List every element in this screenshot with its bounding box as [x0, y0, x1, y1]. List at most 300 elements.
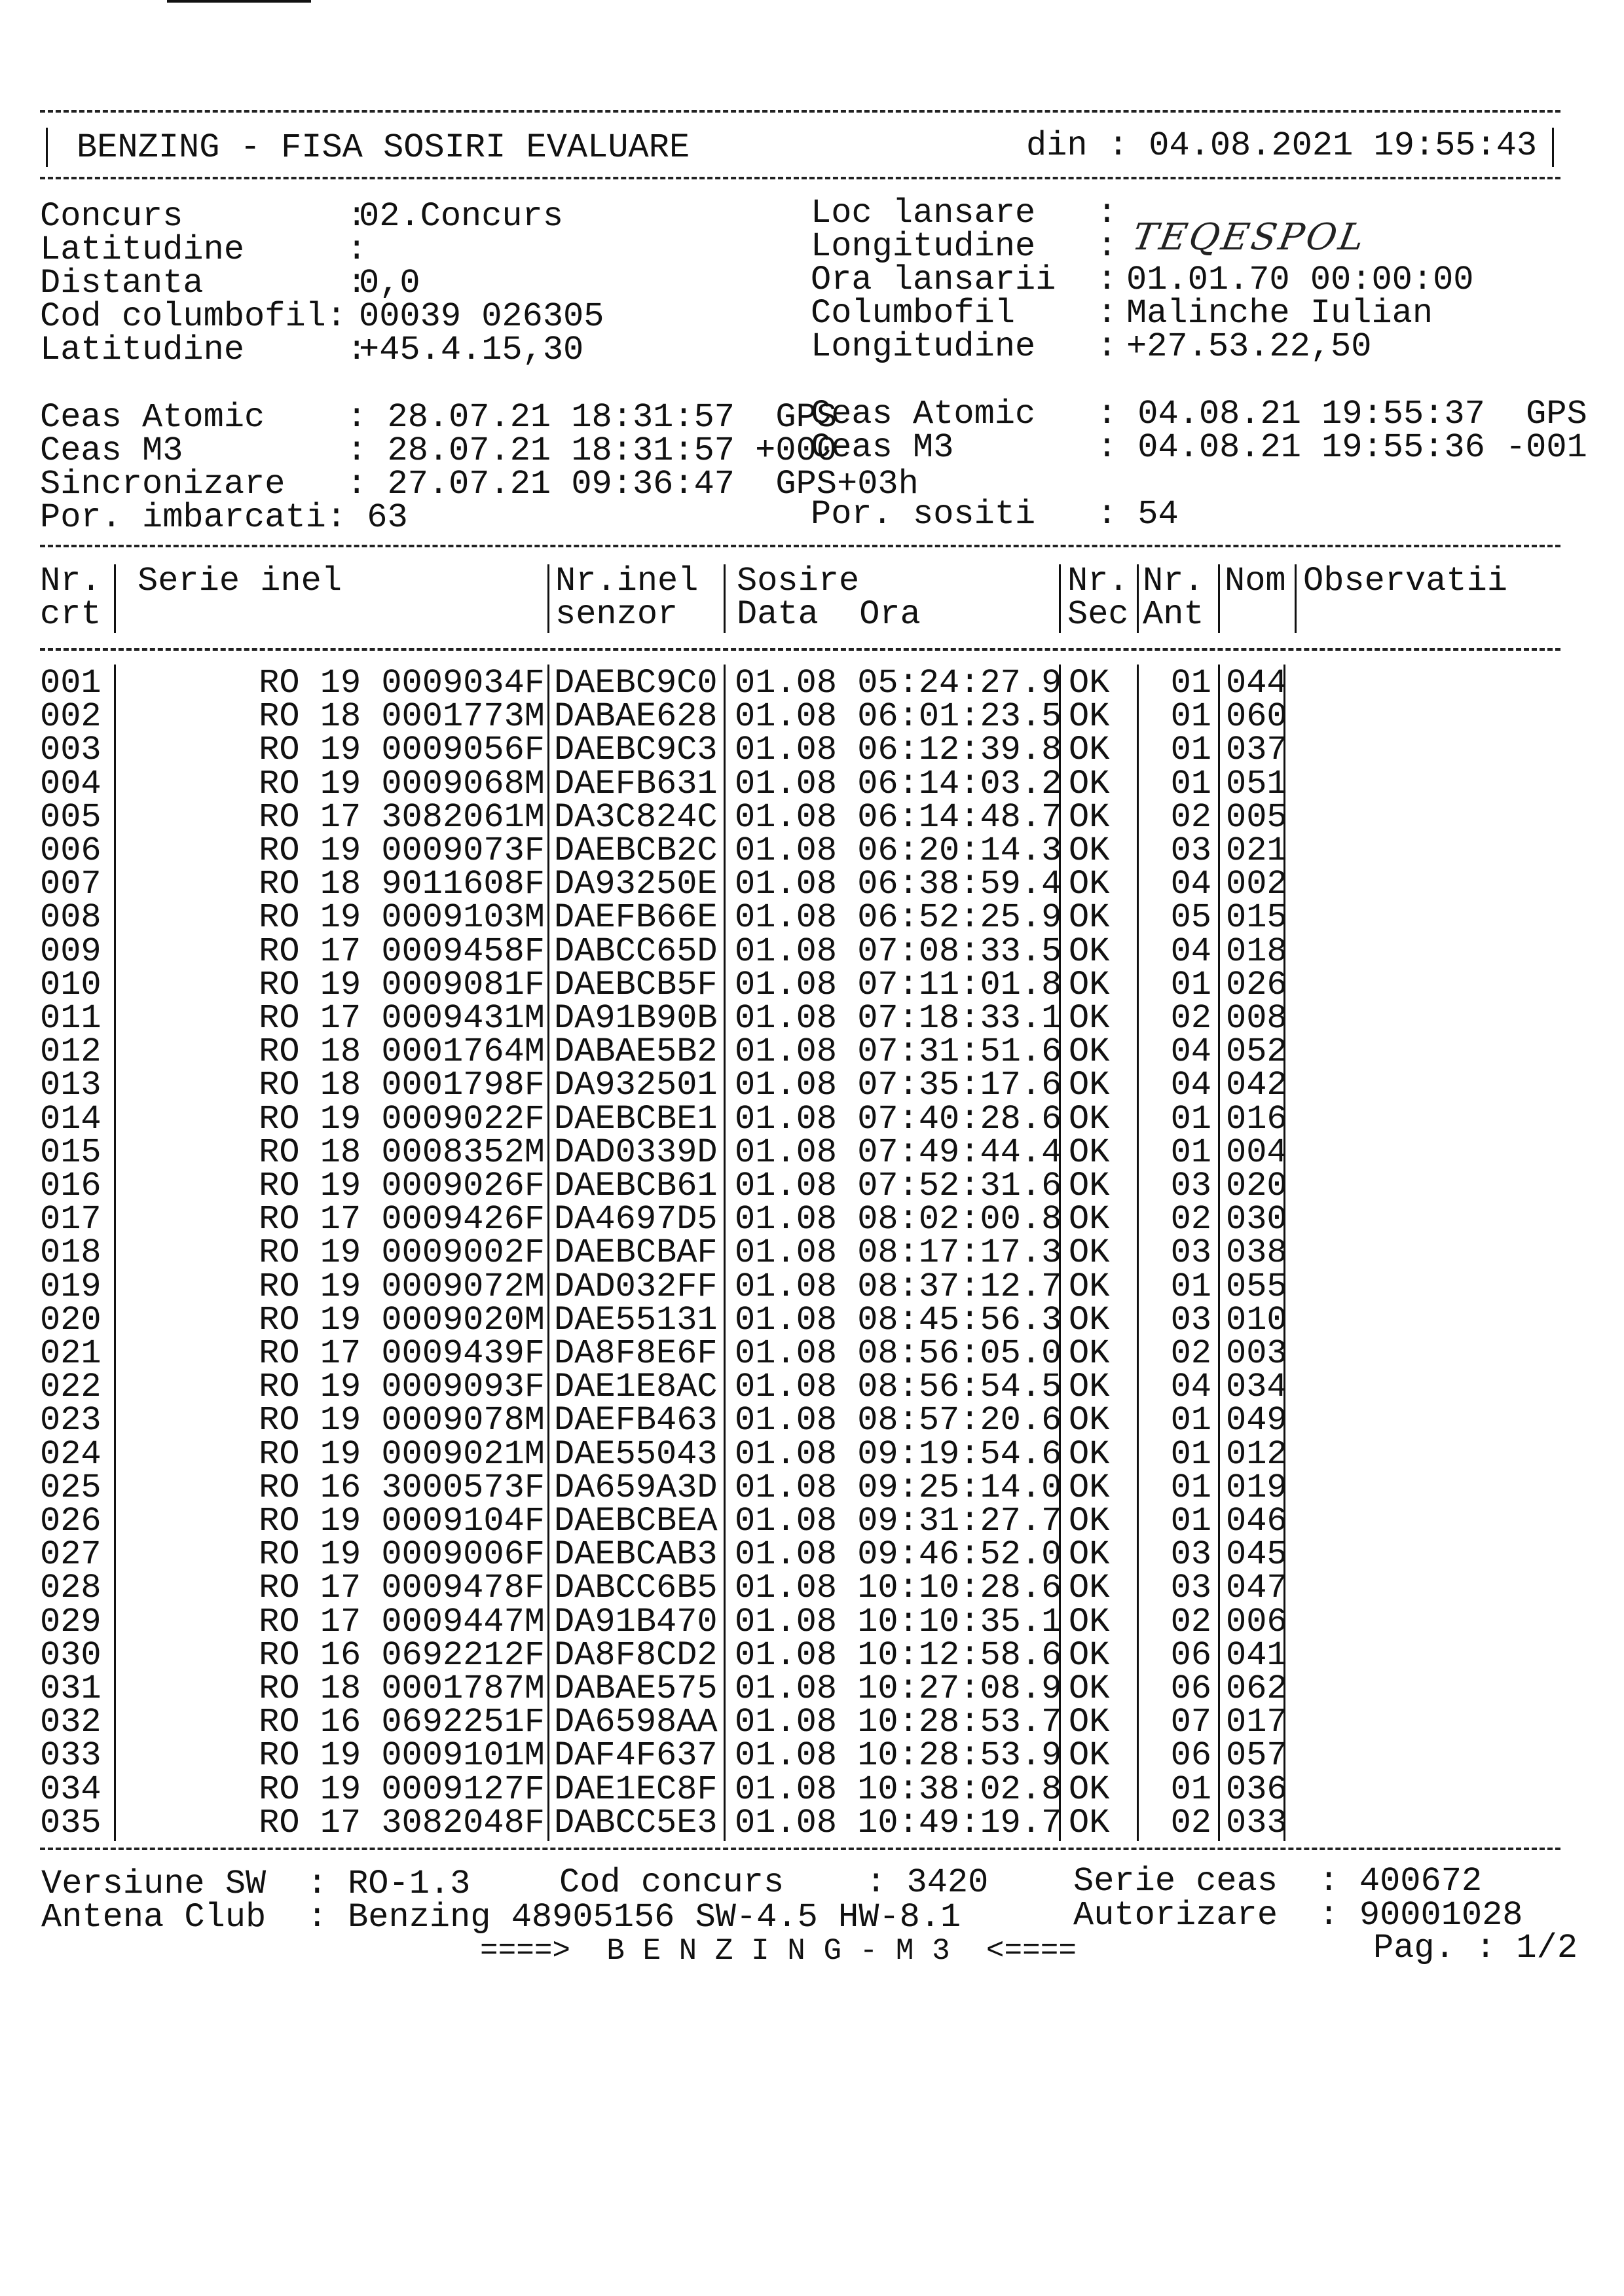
arrival-datetime: 01.08 06:14:48.7 — [735, 797, 1062, 837]
ring-series: RO 19 0009078M — [259, 1401, 545, 1440]
nomination: 049 — [1226, 1401, 1287, 1440]
column-header: Sosire — [737, 562, 860, 600]
antenna-number: 04 — [1170, 1066, 1211, 1105]
table-row — [0, 1569, 1624, 1608]
table-row — [0, 797, 1624, 837]
nomination: 008 — [1226, 999, 1287, 1038]
clock-right: Ceas M3 : 04.08.21 19:55:36 -001 — [811, 428, 1587, 467]
arrival-datetime: 01.08 07:11:01.8 — [735, 965, 1062, 1004]
ring-series: RO 17 0009431M — [259, 999, 545, 1038]
arrival-datetime: 01.08 10:28:53.7 — [735, 1703, 1062, 1742]
column-divider — [1137, 564, 1139, 633]
sensor-ring: DAEBC9C0 — [554, 664, 718, 702]
row-number: 030 — [40, 1635, 101, 1675]
arrival-datetime: 01.08 07:35:17.6 — [735, 1066, 1062, 1105]
nomination: 017 — [1226, 1703, 1287, 1742]
info-label: Latitudine : — [40, 230, 367, 269]
sensor-ring: DAEBCB2C — [554, 831, 718, 870]
security-status: OK — [1069, 1066, 1110, 1105]
ring-series: RO 19 0009101M — [259, 1736, 545, 1776]
column-header: senzor — [555, 595, 678, 634]
nomination: 030 — [1226, 1200, 1287, 1239]
row-number: 010 — [40, 965, 101, 1004]
security-status: OK — [1069, 1334, 1110, 1373]
arrival-datetime: 01.08 08:57:20.6 — [735, 1401, 1062, 1440]
table-row — [0, 764, 1624, 803]
info-label: Latitudine : — [40, 331, 367, 369]
column-divider — [724, 564, 726, 633]
arrival-datetime: 01.08 10:27:08.9 — [735, 1669, 1062, 1708]
security-status: OK — [1069, 865, 1110, 904]
arrival-datetime: 01.08 07:40:28.6 — [735, 1099, 1062, 1139]
column-header: Serie inel — [138, 562, 342, 600]
clock-left: Sincronizare : 27.07.21 09:36:47 GPS+03h — [40, 465, 919, 503]
nomination: 006 — [1226, 1602, 1287, 1641]
sensor-ring: DA6598AA — [554, 1703, 718, 1742]
column-divider — [547, 564, 549, 633]
table-row — [0, 1300, 1624, 1339]
antenna-number: 03 — [1170, 1535, 1211, 1575]
scan-mark — [167, 0, 311, 3]
row-number: 016 — [40, 1167, 101, 1205]
ring-series: RO 17 3082061M — [259, 797, 545, 837]
row-number: 023 — [40, 1401, 101, 1440]
sensor-ring: DABAE575 — [554, 1669, 718, 1708]
antenna-number: 05 — [1170, 898, 1211, 938]
software-version: Versiune SW : RO-1.3 — [41, 1865, 471, 1903]
ring-series: RO 19 0009093F — [259, 1368, 545, 1407]
clock-right: Ceas Atomic : 04.08.21 19:55:37 GPS — [811, 395, 1587, 433]
nomination: 018 — [1226, 932, 1287, 971]
row-number: 001 — [40, 664, 101, 702]
print-datetime: din : 04.08.2021 19:55:43 — [1026, 126, 1538, 165]
row-number: 006 — [40, 831, 101, 870]
security-status: OK — [1069, 1803, 1110, 1842]
antenna-number: 01 — [1170, 697, 1211, 737]
info-value: Malinche Iulian — [1126, 294, 1433, 333]
security-status: OK — [1069, 797, 1110, 837]
antenna-number: 01 — [1170, 1770, 1211, 1809]
arrival-datetime: 01.08 10:38:02.8 — [735, 1770, 1062, 1809]
arrival-datetime: 01.08 10:28:53.9 — [735, 1736, 1062, 1776]
table-row — [0, 1334, 1624, 1373]
table-row — [0, 865, 1624, 904]
sensor-ring: DA8F8E6F — [554, 1334, 718, 1373]
antenna-number: 01 — [1170, 1401, 1211, 1440]
security-status: OK — [1069, 1535, 1110, 1575]
table-row — [0, 1635, 1624, 1675]
sensor-ring: DAEBCBEA — [554, 1502, 718, 1540]
column-header: Nr. — [1067, 562, 1129, 600]
ring-series: RO 18 0008352M — [259, 1133, 545, 1172]
info-label: Distanta : — [40, 264, 367, 302]
row-number: 018 — [40, 1233, 101, 1273]
antenna-number: 02 — [1170, 999, 1211, 1038]
divider — [40, 545, 1560, 547]
sensor-ring: DA4697D5 — [554, 1200, 718, 1239]
security-status: OK — [1069, 831, 1110, 870]
table-row — [0, 1267, 1624, 1306]
table-row — [0, 1736, 1624, 1776]
sensor-ring: DAEBCAB3 — [554, 1535, 718, 1575]
ring-series: RO 19 0009034F — [259, 664, 545, 702]
security-status: OK — [1069, 1267, 1110, 1306]
ring-series: RO 19 0009026F — [259, 1167, 545, 1205]
nomination: 047 — [1226, 1569, 1287, 1608]
nomination: 002 — [1226, 865, 1287, 904]
security-status: OK — [1069, 1502, 1110, 1540]
ring-series: RO 18 9011608F — [259, 865, 545, 904]
antenna-number: 01 — [1170, 1267, 1211, 1306]
nomination: 052 — [1226, 1032, 1287, 1072]
arrival-datetime: 01.08 09:31:27.7 — [735, 1502, 1062, 1540]
security-status: OK — [1069, 1770, 1110, 1809]
row-number: 034 — [40, 1770, 101, 1809]
column-header: Nr. — [40, 562, 101, 600]
table-row — [0, 1770, 1624, 1809]
arrival-datetime: 01.08 06:14:03.2 — [735, 764, 1062, 803]
ring-series: RO 19 0009006F — [259, 1535, 545, 1575]
row-number: 029 — [40, 1602, 101, 1641]
sensor-ring: DABCC5E3 — [554, 1803, 718, 1842]
security-status: OK — [1069, 1468, 1110, 1507]
antenna-number: 01 — [1170, 1099, 1211, 1139]
table-row — [0, 1368, 1624, 1407]
antenna-number: 01 — [1170, 1434, 1211, 1474]
row-number: 013 — [40, 1066, 101, 1105]
row-number: 012 — [40, 1032, 101, 1072]
info-label: Longitudine : — [811, 327, 1118, 366]
footer-banner: ====> B E N Z I N G - M 3 <==== — [480, 1934, 1077, 1968]
row-number: 035 — [40, 1803, 101, 1842]
sensor-ring: DA91B470 — [554, 1602, 718, 1641]
table-row — [0, 1066, 1624, 1105]
ring-series: RO 19 0009104F — [259, 1502, 545, 1540]
ring-series: RO 17 0009458F — [259, 932, 545, 971]
sensor-ring: DAEBCBE1 — [554, 1099, 718, 1139]
title-border-left — [46, 128, 48, 167]
arrival-datetime: 01.08 08:56:05.0 — [735, 1334, 1062, 1373]
sensor-ring: DAE1E8AC — [554, 1368, 718, 1407]
row-number: 021 — [40, 1334, 101, 1373]
sensor-ring: DAE55131 — [554, 1300, 718, 1339]
row-number: 017 — [40, 1200, 101, 1239]
ring-series: RO 18 0001798F — [259, 1066, 545, 1105]
column-header: Nr. — [1143, 562, 1204, 600]
security-status: OK — [1069, 1434, 1110, 1474]
sensor-ring: DA932501 — [554, 1066, 718, 1105]
table-row — [0, 1468, 1624, 1507]
table-row — [0, 932, 1624, 971]
sensor-ring: DAEFB66E — [554, 898, 718, 938]
antenna-number: 07 — [1170, 1703, 1211, 1742]
antenna-number: 01 — [1170, 1502, 1211, 1540]
nomination: 005 — [1226, 797, 1287, 837]
column-header: Sec — [1067, 595, 1129, 634]
clock-left: Ceas M3 : 28.07.21 18:31:57 +000 — [40, 431, 837, 470]
info-label: Ora lansarii : — [811, 261, 1118, 299]
column-divider — [114, 564, 116, 633]
row-number: 031 — [40, 1669, 101, 1708]
info-label: Loc lansare : — [811, 194, 1118, 232]
contest-code: Cod concurs : 3420 — [559, 1863, 989, 1902]
nomination: 060 — [1226, 697, 1287, 737]
nomination: 037 — [1226, 731, 1287, 770]
ring-series: RO 19 0009073F — [259, 831, 545, 870]
antenna-number: 01 — [1170, 764, 1211, 803]
nomination: 046 — [1226, 1502, 1287, 1540]
sensor-ring: DAEBCB5F — [554, 965, 718, 1004]
security-status: OK — [1069, 1602, 1110, 1641]
column-header: Observatii — [1303, 562, 1508, 600]
ring-series: RO 19 0009022F — [259, 1099, 545, 1139]
ring-series: RO 19 0009002F — [259, 1233, 545, 1273]
table-row — [0, 1669, 1624, 1708]
sensor-ring: DAF4F637 — [554, 1736, 718, 1776]
sensor-ring: DAEFB631 — [554, 764, 718, 803]
table-row — [0, 1099, 1624, 1139]
ring-series: RO 19 0009068M — [259, 764, 545, 803]
ring-series: RO 16 0692251F — [259, 1703, 545, 1742]
arrival-datetime: 01.08 06:01:23.5 — [735, 697, 1062, 737]
row-number: 004 — [40, 764, 101, 803]
clock-left: Ceas Atomic : 28.07.21 18:31:57 GPS — [40, 398, 837, 437]
column-header: crt — [40, 595, 101, 634]
ring-series: RO 19 0009103M — [259, 898, 545, 938]
arrival-datetime: 01.08 06:52:25.9 — [735, 898, 1062, 938]
sensor-ring: DA659A3D — [554, 1468, 718, 1507]
nomination: 010 — [1226, 1300, 1287, 1339]
divider — [40, 110, 1560, 113]
row-number: 002 — [40, 697, 101, 737]
info-value: 02.Concurs — [359, 197, 564, 236]
nomination: 034 — [1226, 1368, 1287, 1407]
arrival-datetime: 01.08 06:38:59.4 — [735, 865, 1062, 904]
arrival-datetime: 01.08 07:31:51.6 — [735, 1032, 1062, 1072]
arrival-datetime: 01.08 10:12:58.6 — [735, 1635, 1062, 1675]
nomination: 057 — [1226, 1736, 1287, 1776]
ring-series: RO 16 3000573F — [259, 1468, 545, 1507]
table-row — [0, 1032, 1624, 1072]
security-status: OK — [1069, 764, 1110, 803]
row-number: 011 — [40, 999, 101, 1038]
security-status: OK — [1069, 1099, 1110, 1139]
ring-series: RO 17 3082048F — [259, 1803, 545, 1842]
column-divider — [1218, 564, 1220, 633]
row-number: 033 — [40, 1736, 101, 1776]
security-status: OK — [1069, 1167, 1110, 1205]
antenna-number: 03 — [1170, 831, 1211, 870]
row-number: 005 — [40, 797, 101, 837]
info-label: Longitudine : — [811, 227, 1118, 266]
security-status: OK — [1069, 731, 1110, 770]
ring-series: RO 17 0009439F — [259, 1334, 545, 1373]
table-row — [0, 1169, 1624, 1203]
security-status: OK — [1069, 1032, 1110, 1072]
ring-series: RO 18 0001787M — [259, 1669, 545, 1708]
sensor-ring: DABAE628 — [554, 697, 718, 737]
antenna-number: 01 — [1170, 664, 1211, 702]
row-number: 027 — [40, 1535, 101, 1575]
nomination: 019 — [1226, 1468, 1287, 1507]
title-border-right — [1552, 128, 1554, 167]
row-number: 020 — [40, 1300, 101, 1339]
sensor-ring: DABCC65D — [554, 932, 718, 971]
antenna-number: 01 — [1170, 731, 1211, 770]
table-row — [0, 1803, 1624, 1842]
antenna-number: 06 — [1170, 1635, 1211, 1675]
info-value: +45.4.15,30 — [359, 331, 584, 369]
clock-left: Por. imbarcati: 63 — [40, 498, 408, 537]
security-status: OK — [1069, 1736, 1110, 1776]
ring-series: RO 19 0009021M — [259, 1434, 545, 1474]
row-number: 019 — [40, 1267, 101, 1306]
column-divider — [1059, 564, 1061, 633]
row-number: 007 — [40, 865, 101, 904]
antenna-number: 01 — [1170, 1133, 1211, 1172]
column-header: Ant — [1143, 595, 1204, 634]
antenna-number: 02 — [1170, 797, 1211, 837]
nomination: 021 — [1226, 831, 1287, 870]
table-row — [0, 1133, 1624, 1172]
arrival-datetime: 01.08 08:02:00.8 — [735, 1200, 1062, 1239]
row-number: 028 — [40, 1569, 101, 1608]
security-status: OK — [1069, 1569, 1110, 1608]
arrival-datetime: 01.08 06:12:39.8 — [735, 731, 1062, 770]
divider — [40, 1848, 1560, 1850]
row-number: 026 — [40, 1502, 101, 1540]
table-row — [0, 898, 1624, 938]
arrival-datetime: 01.08 09:19:54.6 — [735, 1434, 1062, 1474]
security-status: OK — [1069, 965, 1110, 1004]
security-status: OK — [1069, 697, 1110, 737]
table-row — [0, 1401, 1624, 1440]
table-row — [0, 1233, 1624, 1273]
security-status: OK — [1069, 1200, 1110, 1239]
info-label: Columbofil : — [811, 294, 1118, 333]
security-status: OK — [1069, 1635, 1110, 1675]
divider — [40, 177, 1560, 179]
security-status: OK — [1069, 1300, 1110, 1339]
ring-series: RO 19 0009081F — [259, 965, 545, 1004]
row-number: 015 — [40, 1133, 101, 1172]
security-status: OK — [1069, 1368, 1110, 1407]
antenna-number: 01 — [1170, 965, 1211, 1004]
nomination: 041 — [1226, 1635, 1287, 1675]
nomination: 036 — [1226, 1770, 1287, 1809]
antenna-number: 02 — [1170, 1803, 1211, 1842]
clock-right: Por. sositi : 54 — [811, 495, 1179, 534]
sensor-ring: DAD032FF — [554, 1267, 718, 1306]
clock-serial: Serie ceas : 400672 — [1073, 1862, 1483, 1901]
row-number: 024 — [40, 1434, 101, 1474]
table-row — [0, 1200, 1624, 1239]
nomination: 042 — [1226, 1066, 1287, 1105]
table-row — [0, 731, 1624, 770]
arrival-datetime: 01.08 10:10:28.6 — [735, 1569, 1062, 1608]
sensor-ring: DA93250E — [554, 865, 718, 904]
table-row — [0, 1535, 1624, 1575]
arrival-datetime: 01.08 06:20:14.3 — [735, 831, 1062, 870]
table-row — [0, 965, 1624, 1004]
antenna-number: 03 — [1170, 1233, 1211, 1273]
sensor-ring: DA91B90B — [554, 999, 718, 1038]
antenna-number: 04 — [1170, 865, 1211, 904]
antenna-number: 02 — [1170, 1334, 1211, 1373]
ring-series: RO 18 0001764M — [259, 1032, 545, 1072]
arrival-datetime: 01.08 10:49:19.7 — [735, 1803, 1062, 1842]
ring-series: RO 17 0009478F — [259, 1569, 545, 1608]
row-number: 025 — [40, 1468, 101, 1507]
sensor-ring: DAD0339D — [554, 1133, 718, 1172]
security-status: OK — [1069, 1703, 1110, 1742]
table-row — [0, 1602, 1624, 1641]
nomination: 026 — [1226, 965, 1287, 1004]
ring-series: RO 19 0009127F — [259, 1770, 545, 1809]
antenna-number: 01 — [1170, 1468, 1211, 1507]
document-title: BENZING - FISA SOSIRI EVALUARE — [77, 128, 690, 167]
security-status: OK — [1069, 999, 1110, 1038]
arrival-datetime: 01.08 09:25:14.0 — [735, 1468, 1062, 1507]
table-row — [0, 1703, 1624, 1742]
nomination: 033 — [1226, 1803, 1287, 1842]
column-header: Nr.inel — [555, 562, 699, 600]
security-status: OK — [1069, 1233, 1110, 1273]
antenna-number: 06 — [1170, 1736, 1211, 1776]
antenna-number: 04 — [1170, 1032, 1211, 1072]
handwritten-release-location: TEQESPOL — [1129, 216, 1370, 259]
antenna-number: 06 — [1170, 1669, 1211, 1708]
ring-series: RO 16 0692212F — [259, 1635, 545, 1675]
sensor-ring: DABAE5B2 — [554, 1032, 718, 1072]
security-status: OK — [1069, 932, 1110, 971]
ring-series: RO 19 0009056F — [259, 731, 545, 770]
row-number: 022 — [40, 1368, 101, 1407]
antenna-number: 03 — [1170, 1300, 1211, 1339]
antenna-number: 02 — [1170, 1200, 1211, 1239]
info-label: Cod columbofil: — [40, 297, 347, 336]
nomination: 020 — [1226, 1167, 1287, 1205]
sensor-ring: DAEBCBAF — [554, 1233, 718, 1273]
info-value: 0,0 — [359, 264, 420, 302]
row-number: 009 — [40, 932, 101, 971]
nomination: 004 — [1226, 1133, 1287, 1172]
row-number: 008 — [40, 898, 101, 938]
row-number: 014 — [40, 1099, 101, 1139]
sensor-ring: DA3C824C — [554, 797, 718, 837]
row-number: 003 — [40, 731, 101, 770]
column-divider — [1295, 564, 1297, 633]
club-antenna: Antena Club : Benzing 48905156 SW-4.5 HW-8.1 — [41, 1898, 961, 1937]
ring-series: RO 17 0009426F — [259, 1200, 545, 1239]
sensor-ring: DAEBC9C3 — [554, 731, 718, 770]
info-label: Concurs : — [40, 197, 367, 236]
info-value: 01.01.70 00:00:00 — [1126, 261, 1474, 299]
security-status: OK — [1069, 664, 1110, 702]
arrival-datetime: 01.08 08:37:12.7 — [735, 1267, 1062, 1306]
nomination: 012 — [1226, 1434, 1287, 1474]
security-status: OK — [1069, 898, 1110, 938]
sensor-ring: DAEFB463 — [554, 1401, 718, 1440]
authorization: Autorizare : 90001028 — [1073, 1896, 1523, 1935]
sensor-ring: DAEBCB61 — [554, 1167, 718, 1205]
info-value: 00039 026305 — [359, 297, 604, 336]
table-row — [0, 1434, 1624, 1474]
ring-series: RO 18 0001773M — [259, 697, 545, 737]
table-row — [0, 999, 1624, 1038]
sensor-ring: DABCC6B5 — [554, 1569, 718, 1608]
antenna-number: 02 — [1170, 1602, 1211, 1641]
